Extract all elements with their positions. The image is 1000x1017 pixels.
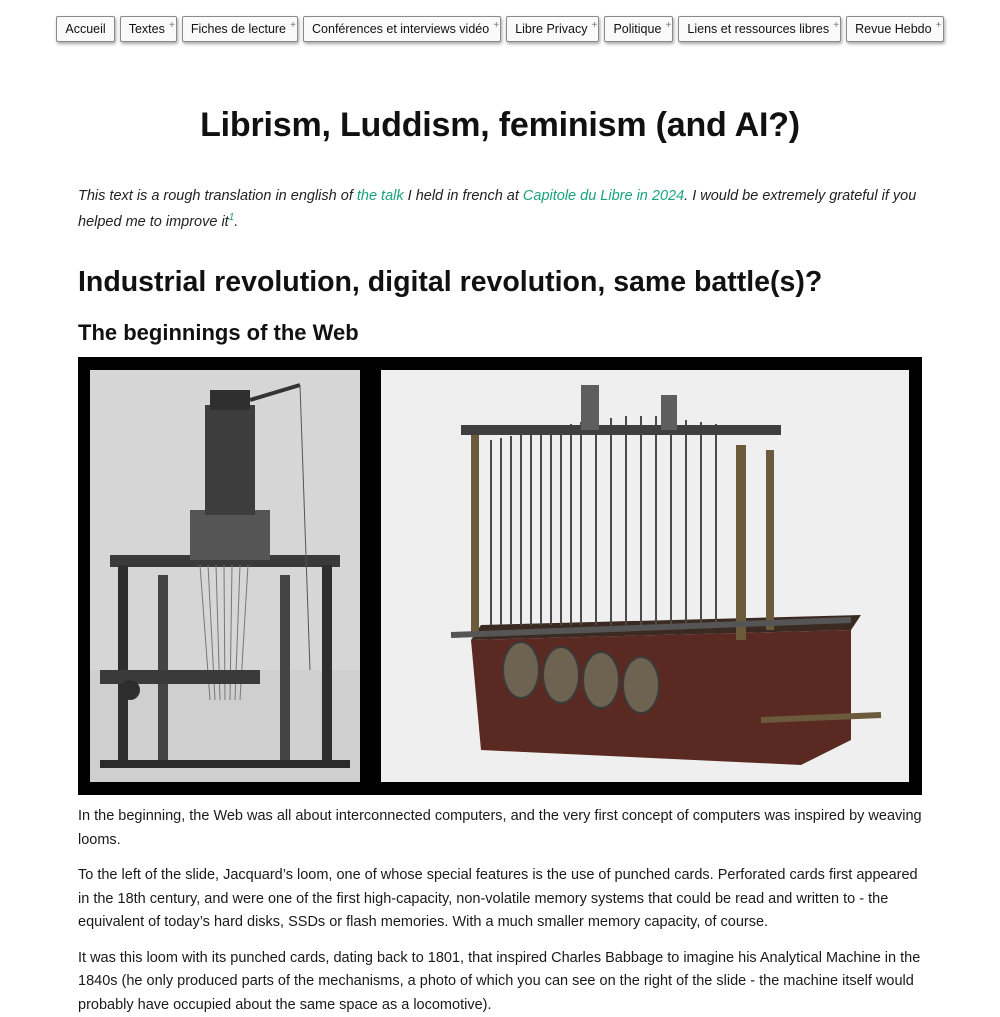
intro-paragraph [78,183,922,235]
capitole-du-libre-link[interactable]: Capitole du Libre in 2024 [523,188,684,204]
article [78,100,922,1017]
nav-item-liens-ressources[interactable] [678,16,841,42]
nav-item-fiches-de-lecture[interactable] [182,16,298,42]
slide-image [78,357,922,795]
expand-plus-icon[interactable]: + [666,14,672,38]
talk-link[interactable]: the talk [357,188,404,204]
analytical-machine-photo [381,370,909,782]
nav-item-conferences-video[interactable] [303,16,501,42]
body-paragraph: To the left of the slide, Jacquard’s loom, one of whose special features is the use of punched cards. Perforated cards first appeared in the 18th century, and were one of the first high-capacity, non-volatile memory systems that could be read and written to - the equivalent of today’s hard disks, SSDs or flash memories. With a much smaller memory capacity, of course. [78,864,922,935]
nav-item-label: Textes [129,22,165,36]
nav-item-libre-privacy[interactable] [506,16,599,42]
section-heading: Industrial revolution, digital revolution, same battle(s)? [78,265,922,299]
expand-plus-icon[interactable]: + [936,14,942,38]
nav-item-label: Fiches de lecture [191,22,286,36]
intro-text: . [234,214,238,230]
expand-plus-icon[interactable]: + [169,14,175,38]
intro-text: . I would be extremely grateful if you helped me to improve it [78,188,916,230]
expand-plus-icon[interactable]: + [290,14,296,38]
expand-plus-icon[interactable]: + [833,14,839,38]
article-body [78,805,922,1017]
expand-plus-icon[interactable]: + [493,14,499,38]
subsection-heading: The beginnings of the Web [78,319,922,347]
body-paragraph: It was this loom with its punched cards, dating back to 1801, that inspired Charles Babbage to imagine his Analytical Machine in the 1840s (he only produced parts of the mechanisms, a photo of which you can see on the right of the slide - the machine itself would probably have occupied about the same space as a locomotive). [78,947,922,1017]
footnote-link[interactable]: 1 [229,212,235,223]
expand-plus-icon[interactable]: + [592,14,598,38]
intro-text: This text is a rough translation in english of [78,188,357,204]
intro-text: I held in french at [404,188,523,204]
nav-item-label: Accueil [65,22,105,36]
nav-item-accueil[interactable] [56,16,114,42]
nav-item-revue-hebdo[interactable] [846,16,943,42]
page-title: Librism, Luddism, feminism (and AI?) [78,106,922,145]
nav-item-label: Politique [613,22,661,36]
nav-item-label: Libre Privacy [515,22,587,36]
nav-item-label: Revue Hebdo [855,22,931,36]
body-paragraph: In the beginning, the Web was all about interconnected computers, and the very first concept of computers was inspired by weaving looms. [78,805,922,852]
main-navigation [0,16,1000,42]
nav-item-label: Liens et ressources libres [687,22,829,36]
nav-item-politique[interactable] [604,16,673,42]
jacquard-loom-photo [90,370,360,782]
nav-item-label: Conférences et interviews vidéo [312,22,489,36]
nav-item-textes[interactable] [120,16,177,42]
